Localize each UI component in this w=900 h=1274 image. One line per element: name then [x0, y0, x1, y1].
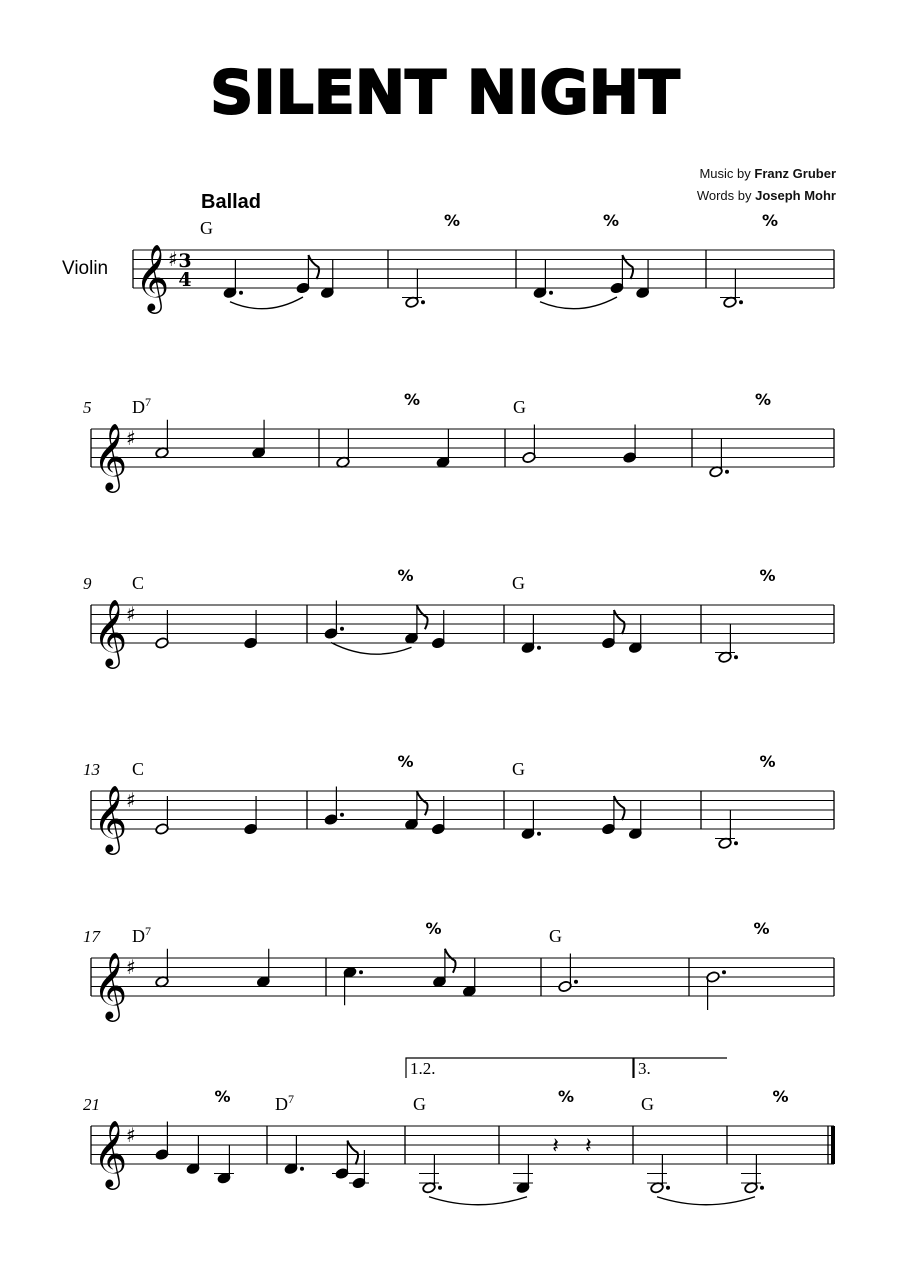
- measure: [513, 1087, 633, 1194]
- note: [715, 624, 738, 663]
- note: [647, 1155, 670, 1194]
- treble-clef-icon: 𝄞: [93, 1119, 128, 1187]
- note: [431, 796, 445, 835]
- eighth-flag: [445, 949, 456, 973]
- chord-repeat-icon: %: [753, 919, 770, 938]
- note: [343, 966, 363, 1005]
- chord-symbol: C: [132, 759, 145, 779]
- measure: [275, 1092, 405, 1189]
- note: [462, 958, 476, 997]
- treble-clef-icon: 𝄞: [93, 784, 128, 852]
- note: [155, 610, 169, 649]
- words-credit-prefix: Words by: [696, 188, 756, 203]
- lyricist-name: Joseph Mohr: [755, 188, 836, 203]
- note: [741, 1155, 764, 1194]
- staff-system: [83, 1058, 835, 1205]
- chord-symbol: G: [512, 573, 525, 593]
- chord-repeat-icon: %: [397, 566, 414, 585]
- volta-label: 1.2.: [410, 1059, 436, 1078]
- augmentation-dot: [549, 291, 553, 295]
- note: [715, 810, 738, 849]
- augmentation-dot: [359, 970, 363, 974]
- augmentation-dot: [239, 291, 243, 295]
- augmentation-dot: [537, 646, 541, 650]
- measure-number: 9: [83, 574, 92, 593]
- measure: [709, 390, 834, 478]
- eighth-flag: [308, 255, 319, 279]
- tempo-marking: Ballad: [201, 191, 262, 213]
- chord-repeat-icon: %: [397, 752, 414, 771]
- note: [636, 260, 650, 299]
- volta-label: 3.: [638, 1059, 651, 1078]
- key-signature-sharp-icon: ♯: [126, 955, 136, 979]
- song-title: SILENT NIGHT: [210, 58, 680, 128]
- eighth-flag: [347, 1141, 358, 1165]
- note: [533, 260, 553, 299]
- note: [402, 269, 425, 308]
- augmentation-dot: [734, 841, 738, 845]
- key-signature-sharp-icon: ♯: [168, 247, 178, 271]
- chord-repeat-icon: %: [214, 1087, 231, 1106]
- chord-repeat-icon: %: [557, 1087, 575, 1106]
- note: [256, 949, 270, 988]
- augmentation-dot: [739, 300, 743, 304]
- note: [709, 439, 729, 478]
- measure: [634, 1058, 755, 1205]
- music-credit-prefix: Music by: [699, 166, 755, 181]
- eighth-flag: [614, 796, 625, 820]
- quarter-rest-icon: 𝄽: [584, 1134, 592, 1159]
- chord-symbol: D: [132, 926, 145, 946]
- slur: [331, 643, 412, 655]
- note: [336, 429, 350, 468]
- augmentation-dot: [438, 1186, 442, 1190]
- quarter-rest-icon: 𝄽: [552, 1134, 560, 1159]
- note: [436, 429, 450, 468]
- note: [522, 425, 536, 464]
- augmentation-dot: [760, 1186, 764, 1190]
- chord-symbol: D: [275, 1094, 288, 1114]
- note: [404, 605, 427, 644]
- note: [214, 1145, 234, 1184]
- chord-repeat-icon: %: [761, 211, 779, 230]
- chord-extension: 7: [288, 1092, 294, 1106]
- measure-number: 21: [83, 1095, 100, 1114]
- measure: [324, 752, 504, 835]
- eighth-flag: [622, 255, 633, 279]
- measure: [741, 1087, 835, 1194]
- measure: [132, 395, 319, 467]
- measure-number: 5: [83, 398, 92, 417]
- note: [320, 260, 334, 299]
- chord-extension: 7: [145, 395, 151, 409]
- note: [223, 260, 243, 299]
- measure: [512, 759, 701, 840]
- music-systems: [83, 211, 835, 1205]
- chord-symbol: G: [512, 759, 525, 779]
- note: [284, 1136, 304, 1175]
- treble-clef-icon: 𝄞: [135, 243, 170, 311]
- note: [720, 269, 743, 308]
- augmentation-dot: [421, 300, 425, 304]
- note: [623, 425, 637, 464]
- note: [404, 791, 427, 830]
- chord-repeat-icon: %: [759, 566, 776, 585]
- chord-symbol: G: [200, 218, 213, 238]
- eighth-flag: [614, 610, 625, 634]
- note: [244, 610, 258, 649]
- note: [513, 1155, 533, 1194]
- measure: [324, 566, 504, 654]
- composer-name: Franz Gruber: [754, 166, 836, 181]
- measure: [513, 397, 692, 467]
- music-credit: [699, 166, 836, 181]
- note: [432, 949, 455, 988]
- measure-number: 17: [83, 927, 100, 946]
- words-credit: [697, 188, 836, 203]
- augmentation-dot: [574, 980, 578, 984]
- augmentation-dot: [340, 813, 344, 817]
- measure: [132, 924, 326, 996]
- slur: [540, 297, 617, 309]
- slur: [429, 1197, 527, 1205]
- note: [155, 1122, 169, 1161]
- measure-number: 13: [83, 760, 100, 779]
- chord-repeat-icon: %: [425, 919, 442, 938]
- chord-symbol: G: [549, 926, 562, 946]
- eighth-flag: [417, 605, 428, 629]
- note: [521, 615, 541, 654]
- chord-repeat-icon: %: [772, 1087, 789, 1106]
- treble-clef-icon: 𝄞: [93, 598, 128, 666]
- augmentation-dot: [340, 627, 344, 631]
- final-barline-thick: [831, 1126, 835, 1164]
- note: [521, 801, 541, 840]
- chord-symbol: G: [513, 397, 526, 417]
- chord-symbol: G: [413, 1094, 426, 1114]
- note: [186, 1136, 200, 1175]
- chord-symbol: G: [641, 1094, 654, 1114]
- note: [252, 420, 266, 459]
- measure: [132, 759, 307, 835]
- eighth-flag: [417, 791, 428, 815]
- staff-system: [83, 752, 834, 855]
- augmentation-dot: [537, 832, 541, 836]
- key-signature-sharp-icon: ♯: [126, 602, 136, 626]
- chord-repeat-icon: %: [602, 211, 620, 230]
- augmentation-dot: [734, 655, 738, 659]
- note: [431, 610, 445, 649]
- slur: [657, 1197, 755, 1205]
- measure: [549, 926, 689, 996]
- note: [155, 949, 169, 988]
- augmentation-dot: [300, 1167, 304, 1171]
- chord-symbol: C: [132, 573, 145, 593]
- note: [155, 796, 169, 835]
- staff-system: [83, 566, 834, 669]
- augmentation-dot: [722, 970, 726, 974]
- measure: [132, 573, 307, 649]
- note: [419, 1155, 442, 1194]
- measure: [200, 218, 388, 309]
- staff-system: [83, 390, 834, 493]
- measure: [343, 919, 541, 1005]
- volta-bracket: [406, 1058, 633, 1078]
- measure: [512, 573, 701, 654]
- staff-system: [83, 919, 834, 1022]
- augmentation-dot: [666, 1186, 670, 1190]
- note: [706, 970, 726, 1010]
- augmentation-dot: [725, 470, 729, 474]
- instrument-name: Violin: [62, 258, 109, 279]
- note: [628, 801, 642, 840]
- chord-repeat-icon: %: [443, 211, 461, 230]
- note: [628, 615, 642, 654]
- treble-clef-icon: 𝄞: [93, 422, 128, 490]
- chord-symbol: D: [132, 397, 145, 417]
- treble-clef-icon: 𝄞: [93, 951, 128, 1019]
- note: [155, 420, 169, 459]
- note: [244, 796, 258, 835]
- slur: [230, 297, 303, 309]
- chord-repeat-icon: %: [759, 752, 776, 771]
- chord-repeat-icon: %: [403, 390, 421, 409]
- key-signature-sharp-icon: ♯: [126, 1123, 136, 1147]
- chord-repeat-icon: %: [754, 390, 772, 409]
- staff-system: [133, 211, 834, 314]
- time-signature-bottom: 4: [178, 269, 192, 291]
- chord-extension: 7: [145, 924, 151, 938]
- key-signature-sharp-icon: ♯: [126, 788, 136, 812]
- key-signature-sharp-icon: ♯: [126, 426, 136, 450]
- time-signature-top: 3: [178, 250, 192, 272]
